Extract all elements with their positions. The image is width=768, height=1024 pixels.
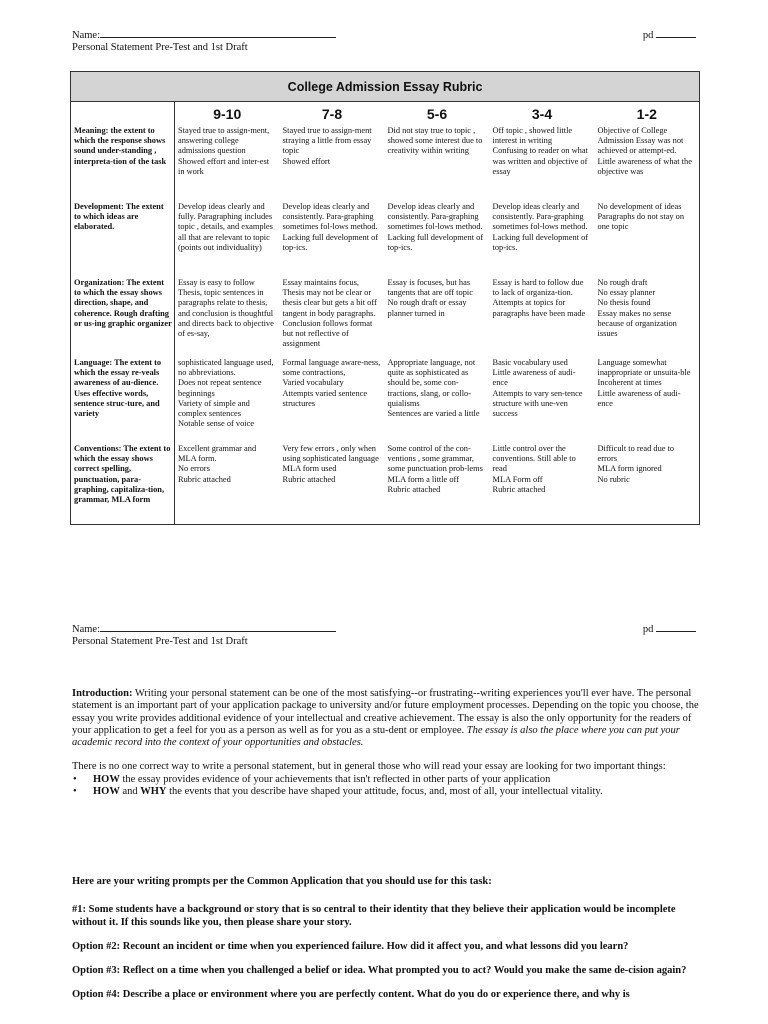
pd-blank-line — [656, 622, 696, 632]
score-header: 5-6 — [426, 106, 448, 122]
descriptor-cell: Essay is easy to follow Thesis, topic sentences in paragraphs relate to thesis, and conclusion is thoughtful and directs back to objective of es-say, — [178, 278, 274, 339]
descriptor-cell: Essay is focuses, but has tangents that are off topic No rough draft or essay planner turned in — [387, 278, 473, 318]
descriptor-cell: Basic vocabulary used Little awareness of audi-ence Attempts to vary sen-tence structure with une-ven success — [492, 358, 583, 419]
descriptor-cell: Appropriate language, not quite as sophisticated as should be, some con-tractions, slang, or collo-quialisms Sentences are varied a little — [387, 358, 480, 419]
descriptor-cell: Essay maintains focus, Thesis may not be clear or thesis clear but gets a bit off tangent in body paragraphs. Conclusion follows format but not reflective of assignment — [282, 278, 377, 349]
descriptor-cell: Develop ideas clearly and consistently. Para-graphing sometimes fol-lows method. Lacking full development of top-ics. — [387, 202, 484, 252]
bullet-connector: and — [119, 786, 141, 798]
descriptor-cell: Some control of the con-ventions , some grammar, some punctuation prob-lems MLA form a little off Rubric attached — [387, 444, 483, 494]
prompt-option-4: Option #4: Describe a place or environment where you are perfectly content. What do you do or experience there, and why is — [72, 989, 630, 1001]
criterion-cell: Meaning: the extent to which the response shows sound under-standing , interpreta-tion of the task — [71, 126, 175, 202]
descriptor-cell: Language somewhat inappropriate or unsuita-ble Incoherent at times Little awareness of audi-ence — [597, 358, 691, 408]
criterion-cell: Language: The extent to which the essay re-veals awareness of au-dience. Uses effective words, sentence struc-ture, and variety — [71, 358, 175, 444]
score-header: 3-4 — [531, 106, 553, 122]
descriptor-cell: Very few errors , only when using sophisticated language MLA form used Rubric attached — [282, 444, 379, 484]
descriptor-cell: Stayed true to assign-ment, answering college admissions question Showed effort and inter-est in work — [178, 126, 270, 176]
descriptor-cell: Objective of College Admission Essay was not achieved or attempt-ed. Little awareness of what the objective was — [597, 126, 692, 176]
period-field — [643, 622, 696, 636]
descriptor-cell: Formal language aware-ness, some contractions, Varied vocabulary Attempts varied sentence structures — [282, 358, 381, 408]
name-field — [72, 622, 336, 636]
criterion-cell: Conventions: The extent to which the essay shows correct spelling, punctuation, para-graphing, capitaliza-tion, grammar, MLA form — [71, 444, 175, 524]
intro-paragraph-2: There is no one correct way to write a personal statement, but in general those who will read your essay are looking for two important things: — [72, 761, 666, 773]
score-header: 7-8 — [321, 106, 343, 122]
bullet-keyword: WHY — [140, 786, 167, 798]
intro-italic-text: The essay is also the place where you can put your academic record into the context of your opportunities and obstacles. — [72, 724, 680, 749]
rubric-title: College Admission Essay Rubric — [71, 72, 700, 102]
prompts-section — [72, 876, 702, 1002]
page-header-top — [72, 28, 696, 54]
descriptor-cell: No rough draft No essay planner No thesis found Essay makes no sense because of organization issues — [597, 278, 677, 339]
pd-blank-line — [656, 28, 696, 38]
intro-label: Introduction: — [72, 688, 133, 699]
name-blank-line — [100, 622, 336, 632]
prompt-option-3: Option #3: Reflect on a time when you challenged a belief or idea. What prompted you to act? Would you make the same de-cision again? — [72, 965, 687, 977]
descriptor-cell: sophisticated language used, no abbreviations. Does not repeat sentence beginnings Variety of simple and complex sentences Notable sense of voice — [178, 358, 274, 429]
rubric-row — [71, 202, 700, 278]
intro-text: Writing your personal statement can be one of the most satisfying--or frustrating--writing experiences you'll ever have. The personal statement is an important part of your application package to university and/or future employment processes. Depending on the topic you choose, the essay you write provides additional evidence of your intellectual and creative achievement. The essay is also the only opportunity for the readers of your application to get a feel for you as a person as well as for you as a stu-dent or employee. — [72, 688, 699, 736]
bullet-item — [72, 774, 700, 786]
criterion-header-blank — [71, 102, 175, 127]
descriptor-cell: Essay is hard to follow due to lack of organiza-tion. Attempts at topics for paragraphs have been made — [492, 278, 586, 318]
bullet-keyword: HOW — [93, 773, 120, 785]
intro-paragraph — [72, 688, 700, 749]
descriptor-cell: Develop ideas clearly and consistently. Para-graphing sometimes fol-lows method. Lacking full development of top-ics. — [492, 202, 589, 252]
introduction-section — [72, 688, 700, 798]
page-header-second — [72, 622, 696, 648]
name-label: Name: — [72, 624, 100, 635]
descriptor-cell: Develop ideas clearly and consistently. Para-graphing sometimes fol-lows method. Lacking full development of top-ics. — [282, 202, 379, 252]
name-blank-line — [100, 28, 336, 38]
subtitle: Personal Statement Pre-Test and 1st Draft — [72, 42, 248, 53]
bullet-text: the essay provides evidence of your achievements that isn't reflected in other parts of your application — [119, 773, 551, 785]
score-header: 9-10 — [213, 106, 242, 122]
rubric-row — [71, 444, 700, 524]
prompts-heading: Here are your writing prompts per the Common Application that you should use for this task: — [72, 876, 492, 887]
pd-label: pd — [642, 30, 654, 41]
descriptor-cell: Excellent grammar and MLA form. No errors Rubric attached — [178, 444, 257, 484]
descriptor-cell: Off topic , showed little interest in writing Confusing to reader on what was written and objective of essay — [492, 126, 588, 176]
score-header-row — [71, 102, 700, 127]
descriptor-cell: Did not stay true to topic , showed some interest due to creativity within writing — [387, 126, 483, 156]
bullet-keyword: HOW — [93, 786, 120, 798]
descriptor-cell: Develop ideas clearly and fully. Paragraphing includes topic , details, and examples all that are relevant to topic (points out individuality) — [178, 202, 273, 252]
name-label: Name: — [72, 30, 100, 41]
criterion-cell: Development: The extent to which ideas are elaborated. — [71, 202, 175, 278]
bullet-list — [72, 774, 700, 799]
name-field — [72, 28, 336, 42]
descriptor-cell: Difficult to read due to errors MLA form ignored No rubric — [597, 444, 675, 484]
subtitle: Personal Statement Pre-Test and 1st Draft — [72, 636, 248, 647]
criterion-cell: Organization: The extent to which the essay shows direction, shape, and coherence. Rough drafting or us-ing graphic organizer — [71, 278, 175, 358]
descriptor-cell: Little control over the conventions. Still able to read MLA Form off Rubric attached — [492, 444, 576, 494]
period-field — [643, 28, 696, 42]
prompt-option-2: Option #2: Recount an incident or time when you experienced failure. How did it affect you, and what lessons did you learn? — [72, 940, 629, 952]
descriptor-cell: No development of ideas Paragraphs do not stay on one topic — [597, 202, 685, 232]
rubric-row — [71, 358, 700, 444]
descriptor-cell: Stayed true to assign-ment straying a little from essay topic Showed effort — [282, 126, 372, 166]
score-header: 1-2 — [636, 106, 657, 122]
prompt-option-1: #1: Some students have a background or story that is so central to their identity that they believe their application would be incomplete without it. If this sounds like you, then please share your story. — [72, 904, 676, 928]
rubric-row — [71, 126, 700, 202]
rubric-table — [70, 71, 700, 525]
bullet-item — [72, 786, 700, 798]
bullet-text: the events that you describe have shaped your attitude, focus, and, most of all, your intellectual vitality. — [166, 786, 603, 798]
pd-label: pd — [642, 624, 654, 635]
rubric-row — [71, 278, 700, 358]
